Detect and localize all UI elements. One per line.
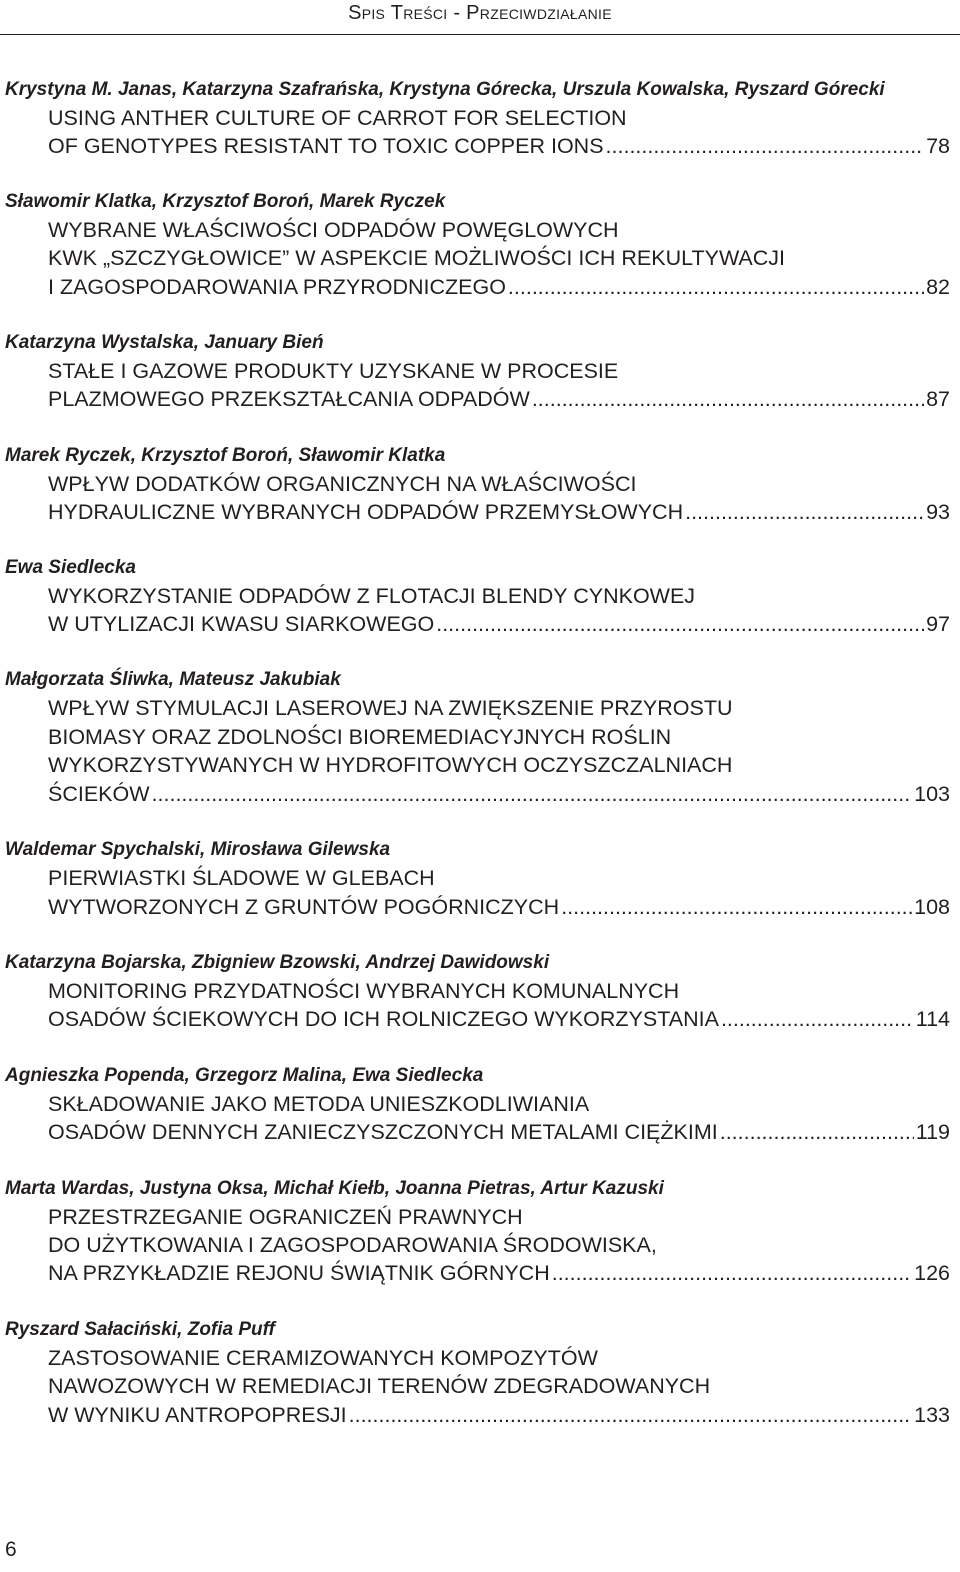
dot-leader [721, 1005, 914, 1033]
entry-title-last-line [0, 1118, 960, 1146]
entry-title-last-line [0, 1005, 960, 1033]
entry-title-last-line [0, 273, 960, 301]
entry-title-last-line [0, 1259, 960, 1287]
entry-page-number[interactable]: 119 [915, 1120, 950, 1145]
dot-leader [720, 1118, 914, 1146]
entry-title-line: W UTYLIZACJI KWASU SIARKOWEGO [48, 612, 435, 637]
entry-title-line: I ZAGOSPODAROWANIA PRZYRODNICZEGO [48, 274, 506, 299]
entry-title-line: W WYNIKU ANTROPOPRESJI [48, 1402, 347, 1427]
entry-authors: Krystyna M. Janas, Katarzyna Szafrańska, Krystyna Górecka, Urszula Kowalska, Ryszard Górecki [5, 79, 885, 100]
entry-title-line: WPŁYW DODATKÓW ORGANICZNYCH NA WŁAŚCIWOŚCI [48, 471, 637, 496]
entry-page-number[interactable]: 108 [914, 894, 950, 919]
toc-entry[interactable] [0, 666, 960, 808]
entry-page-number[interactable]: 82 [926, 274, 950, 299]
toc-entry[interactable] [0, 836, 960, 921]
entry-authors: Ryszard Sałaciński, Zofia Puff [5, 1318, 275, 1340]
entry-title-last-line [0, 610, 960, 638]
toc-entry[interactable] [0, 949, 960, 1034]
toc-entry[interactable] [0, 442, 960, 527]
entry-title-line: SKŁADOWANIE JAKO METODA UNIESZKODLIWIANIA [48, 1091, 590, 1116]
entry-title-line: ŚCIEKÓW [48, 781, 150, 806]
toc-entry[interactable] [0, 76, 960, 161]
entry-authors: Katarzyna Wystalska, January Bień [5, 332, 324, 354]
entry-title-line: BIOMASY ORAZ ZDOLNOŚCI BIOREMEDIACYJNYCH ROŚLIN [48, 724, 672, 749]
entry-title-line: DO UŻYTKOWANIA I ZAGOSPODAROWANIA ŚRODOWISKA, [48, 1232, 657, 1257]
entry-title-last-line [0, 132, 960, 160]
entry-title-line: WYTWORZONYCH Z GRUNTÓW POGÓRNICZYCH [48, 894, 560, 919]
entry-page-number[interactable]: 133 [914, 1402, 950, 1427]
entry-title-line: WYKORZYSTYWANYCH W HYDROFITOWYCH OCZYSZCZALNIACH [48, 753, 733, 778]
entry-title-line: STAŁE I GAZOWE PRODUKTY UZYSKANE W PROCESIE [48, 359, 619, 384]
toc-entry[interactable] [0, 329, 960, 414]
header-rule [0, 34, 960, 35]
entry-authors: Małgorzata Śliwka, Mateusz Jakubiak [5, 669, 341, 691]
dot-leader [436, 610, 924, 638]
dot-leader [552, 1259, 912, 1287]
entry-page-number[interactable]: 103 [914, 781, 950, 806]
entry-title-last-line [0, 498, 960, 526]
dot-leader [606, 132, 925, 160]
entry-page-number[interactable]: 126 [914, 1261, 950, 1286]
entry-authors: Sławomir Klatka, Krzysztof Boroń, Marek Ryczek [5, 190, 446, 212]
entry-page-number[interactable]: 93 [926, 500, 950, 525]
entry-title-line: WYBRANE WŁAŚCIWOŚCI ODPADÓW POWĘGLOWYCH [48, 217, 619, 242]
toc-entry[interactable] [0, 554, 960, 639]
header-title: Spis Treści - Przeciwdziałanie [348, 2, 612, 24]
entry-page-number[interactable]: 97 [926, 612, 950, 637]
dot-leader [152, 780, 913, 808]
entry-authors: Katarzyna Bojarska, Zbigniew Bzowski, Andrzej Dawidowski [5, 951, 550, 973]
entry-title-line: WPŁYW STYMULACJI LASEROWEJ NA ZWIĘKSZENIE PRZYROSTU [48, 696, 733, 721]
entry-authors: Ewa Siedlecka [5, 556, 136, 578]
entry-authors: Marta Wardas, Justyna Oksa, Michał Kiełb, Joanna Pietras, Artur Kazuski [5, 1177, 664, 1199]
entry-title-line: PRZESTRZEGANIE OGRANICZEŃ PRAWNYCH [48, 1204, 523, 1229]
entry-authors: Waldemar Spychalski, Mirosława Gilewska [5, 839, 391, 861]
entry-page-number[interactable]: 78 [926, 134, 950, 159]
entry-title-last-line [0, 893, 960, 921]
dot-leader [685, 498, 924, 526]
entry-title-last-line [0, 780, 960, 808]
entry-title-line: PLAZMOWEGO PRZEKSZTAŁCANIA ODPADÓW [48, 387, 530, 412]
toc-entry[interactable] [0, 1175, 960, 1288]
entry-title-line: OF GENOTYPES RESISTANT TO TOXIC COPPER IONS [48, 134, 604, 159]
entry-title-line: USING ANTHER CULTURE OF CARROT FOR SELECTION [48, 106, 627, 130]
running-header [0, 0, 960, 42]
entry-title-line: NA PRZYKŁADZIE REJONU ŚWIĄTNIK GÓRNYCH [48, 1261, 550, 1286]
dot-leader [561, 893, 912, 921]
entry-title-line: PIERWIASTKI ŚLADOWE W GLEBACH [48, 866, 435, 891]
dot-leader [349, 1401, 912, 1429]
dot-leader [532, 385, 924, 413]
toc-entry[interactable] [0, 1062, 960, 1147]
page-number: 6 [5, 1538, 17, 1561]
entry-page-number[interactable]: 87 [926, 387, 950, 412]
entry-title-line: KWK „SZCZYGŁOWICE” W ASPEKCIE MOŻLIWOŚCI ICH REKULTYWACJI [48, 246, 786, 271]
entry-authors: Agnieszka Popenda, Grzegorz Malina, Ewa Siedlecka [5, 1064, 484, 1086]
entry-title-last-line [0, 1401, 960, 1429]
entry-title-line: MONITORING PRZYDATNOŚCI WYBRANYCH KOMUNALNYCH [48, 978, 680, 1003]
dot-leader [508, 273, 924, 301]
entry-title-line: OSADÓW DENNYCH ZANIECZYSZCZONYCH METALAMI CIĘŻKIMI [48, 1120, 718, 1145]
entry-title-line: NAWOZOWYCH W REMEDIACJI TERENÓW ZDEGRADOWANYCH [48, 1374, 711, 1399]
toc-entry[interactable] [0, 1316, 960, 1429]
entry-authors: Marek Ryczek, Krzysztof Boroń, Sławomir Klatka [5, 444, 446, 466]
table-of-contents [0, 76, 960, 1429]
toc-entry[interactable] [0, 188, 960, 301]
entry-page-number[interactable]: 114 [915, 1007, 950, 1032]
entry-title-line: OSADÓW ŚCIEKOWYCH DO ICH ROLNICZEGO WYKORZYSTANIA [48, 1007, 719, 1032]
entry-title-line: WYKORZYSTANIE ODPADÓW Z FLOTACJI BLENDY CYNKOWEJ [48, 583, 696, 608]
entry-title-line: ZASTOSOWANIE CERAMIZOWANYCH KOMPOZYTÓW [48, 1345, 598, 1370]
entry-title-line: HYDRAULICZNE WYBRANYCH ODPADÓW PRZEMYSŁOWYCH [48, 500, 684, 525]
entry-title-last-line [0, 385, 960, 413]
